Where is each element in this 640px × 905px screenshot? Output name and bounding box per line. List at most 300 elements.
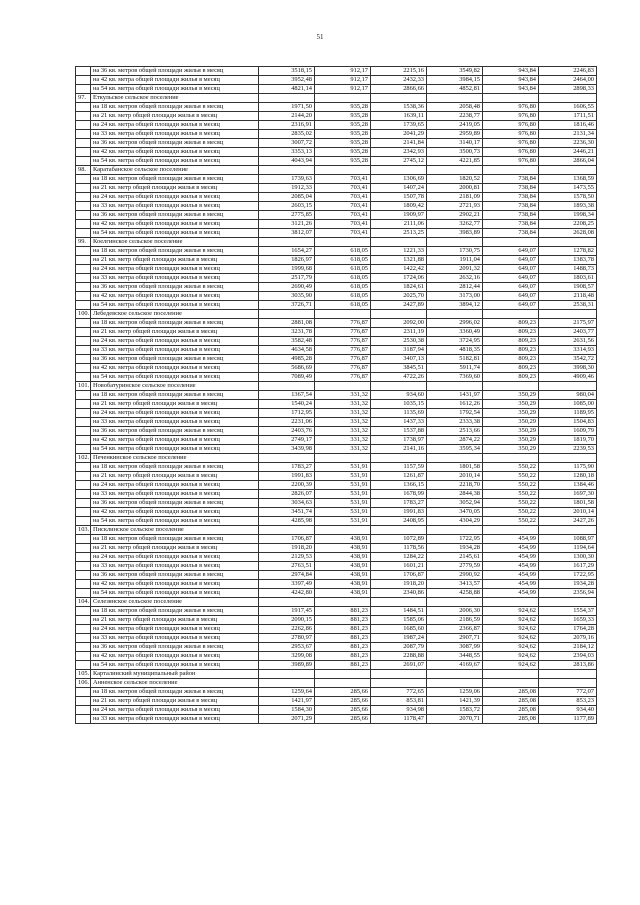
- value-cell: [427, 238, 483, 247]
- value-cell: 1909,97: [371, 211, 427, 220]
- value-cell: 438,91: [315, 535, 371, 544]
- table-row: [76, 148, 597, 157]
- table-row: [76, 661, 597, 670]
- value-cell: 2058,48: [427, 103, 483, 112]
- table-row: [76, 85, 597, 94]
- description-cell: на 21 кв. метр общей площади жилья в месяц: [91, 544, 259, 553]
- value-cell: 1685,60: [371, 625, 427, 634]
- value-cell: 738,84: [483, 202, 539, 211]
- value-cell: 3034,63: [259, 499, 315, 508]
- value-cell: 454,99: [483, 544, 539, 553]
- value-cell: 1422,42: [371, 265, 427, 274]
- value-cell: 531,91: [315, 508, 371, 517]
- value-cell: 934,98: [371, 706, 427, 715]
- description-cell: на 33 кв. метра общей площади жилья в месяц: [91, 715, 259, 724]
- value-cell: [483, 454, 539, 463]
- description-cell: на 42 кв. метра общей площади жилья в месяц: [91, 76, 259, 85]
- table-row: [76, 346, 597, 355]
- value-cell: 1987,24: [371, 634, 427, 643]
- table-row: [76, 634, 597, 643]
- value-cell: 1280,18: [539, 472, 597, 481]
- value-cell: 3448,55: [427, 652, 483, 661]
- value-cell: 776,87: [315, 373, 371, 382]
- value-cell: 924,62: [483, 616, 539, 625]
- value-cell: 1711,51: [539, 112, 597, 121]
- value-cell: [483, 670, 539, 679]
- value-cell: 935,28: [315, 121, 371, 130]
- value-cell: 3451,74: [259, 508, 315, 517]
- value-cell: 2006,30: [427, 607, 483, 616]
- value-cell: 1991,83: [371, 508, 427, 517]
- value-cell: 1934,28: [539, 580, 597, 589]
- description-cell: на 18 кв. метров общей площади жилья в месяц: [91, 607, 259, 616]
- value-cell: 1991,83: [259, 472, 315, 481]
- value-cell: [539, 598, 597, 607]
- table-row: [76, 616, 597, 625]
- row-number-cell: [76, 661, 91, 670]
- value-cell: 1284,22: [371, 553, 427, 562]
- value-cell: 2898,33: [539, 85, 597, 94]
- value-cell: [539, 526, 597, 535]
- value-cell: [427, 598, 483, 607]
- value-cell: 550,22: [483, 472, 539, 481]
- value-cell: 2763,51: [259, 562, 315, 571]
- value-cell: 2408,95: [371, 517, 427, 526]
- value-cell: 1918,20: [259, 544, 315, 553]
- value-cell: 2996,02: [427, 319, 483, 328]
- value-cell: 3998,30: [539, 364, 597, 373]
- value-cell: 2530,38: [371, 337, 427, 346]
- value-cell: 809,23: [483, 346, 539, 355]
- section-header-row: [76, 310, 597, 319]
- description-cell: на 54 кв. метра общей площади жилья в месяц: [91, 445, 259, 454]
- value-cell: 4634,58: [259, 346, 315, 355]
- value-cell: 2812,44: [427, 283, 483, 292]
- value-cell: [483, 238, 539, 247]
- table-row: [76, 211, 597, 220]
- value-cell: 2141,16: [371, 445, 427, 454]
- row-number-cell: [76, 643, 91, 652]
- row-number-cell: [76, 85, 91, 94]
- value-cell: 350,29: [483, 391, 539, 400]
- value-cell: 4818,35: [427, 346, 483, 355]
- value-cell: 1816,46: [539, 121, 597, 130]
- table-row: [76, 175, 597, 184]
- value-cell: 2085,04: [259, 193, 315, 202]
- value-cell: 454,99: [483, 562, 539, 571]
- value-cell: 2070,71: [427, 715, 483, 724]
- value-cell: 853,23: [539, 697, 597, 706]
- value-cell: 350,29: [483, 445, 539, 454]
- value-cell: 980,04: [539, 391, 597, 400]
- value-cell: 3035,90: [259, 292, 315, 301]
- description-cell: на 18 кв. метров общей площади жилья в месяц: [91, 391, 259, 400]
- row-number-cell: 99.: [76, 238, 91, 247]
- value-cell: [483, 382, 539, 391]
- value-cell: 2953,67: [259, 643, 315, 652]
- row-number-cell: [76, 148, 91, 157]
- value-cell: 649,07: [483, 274, 539, 283]
- description-cell: на 18 кв. метров общей площади жилья в месяц: [91, 247, 259, 256]
- row-number-cell: 98.: [76, 166, 91, 175]
- section-header-row: [76, 94, 597, 103]
- row-number-cell: [76, 697, 91, 706]
- row-number-cell: [76, 688, 91, 697]
- value-cell: [483, 166, 539, 175]
- value-cell: 331,32: [315, 436, 371, 445]
- value-cell: [371, 94, 427, 103]
- row-number-cell: 106.: [76, 679, 91, 688]
- table-row: [76, 184, 597, 193]
- row-number-cell: [76, 445, 91, 454]
- value-cell: 1999,68: [259, 265, 315, 274]
- value-cell: 1177,89: [539, 715, 597, 724]
- value-cell: 4169,67: [427, 661, 483, 670]
- value-cell: 1540,24: [259, 400, 315, 409]
- value-cell: 776,87: [315, 364, 371, 373]
- table-row: [76, 391, 597, 400]
- table-row: [76, 355, 597, 364]
- table-row: [76, 130, 597, 139]
- value-cell: [315, 679, 371, 688]
- value-cell: 1421,39: [427, 697, 483, 706]
- value-cell: 3140,17: [427, 139, 483, 148]
- value-cell: [315, 598, 371, 607]
- value-cell: 1189,95: [539, 409, 597, 418]
- description-cell: на 54 кв. метра общей площади жилья в месяц: [91, 589, 259, 598]
- row-number-cell: [76, 355, 91, 364]
- value-cell: 550,22: [483, 463, 539, 472]
- value-cell: [427, 679, 483, 688]
- description-cell: на 42 кв. метра общей площади жилья в месяц: [91, 220, 259, 229]
- value-cell: 2691,07: [371, 661, 427, 670]
- value-cell: 1584,30: [259, 706, 315, 715]
- value-cell: [539, 166, 597, 175]
- row-number-cell: [76, 112, 91, 121]
- value-cell: 350,29: [483, 427, 539, 436]
- value-cell: [483, 94, 539, 103]
- row-number-cell: [76, 130, 91, 139]
- value-cell: 3087,99: [427, 643, 483, 652]
- value-cell: 285,66: [315, 697, 371, 706]
- description-cell: Печенкинское сельское поселение: [91, 454, 259, 463]
- description-cell: на 36 кв. метров общей площади жилья в месяц: [91, 139, 259, 148]
- value-cell: 1484,51: [371, 607, 427, 616]
- value-cell: 2118,48: [539, 292, 597, 301]
- description-cell: на 36 кв. метров общей площади жилья в месяц: [91, 211, 259, 220]
- value-cell: 2403,76: [259, 427, 315, 436]
- table-row: [76, 544, 597, 553]
- value-cell: 881,23: [315, 607, 371, 616]
- row-number-cell: [76, 229, 91, 238]
- value-cell: [483, 526, 539, 535]
- description-cell: Лебедевское сельское поселение: [91, 310, 259, 319]
- description-cell: на 42 кв. метра общей площади жилья в месяц: [91, 508, 259, 517]
- description-cell: на 54 кв. метра общей площади жилья в месяц: [91, 661, 259, 670]
- value-cell: 618,05: [315, 256, 371, 265]
- description-cell: на 18 кв. метров общей площади жилья в месяц: [91, 688, 259, 697]
- value-cell: 881,23: [315, 616, 371, 625]
- value-cell: 2464,00: [539, 76, 597, 85]
- value-cell: 2144,20: [259, 112, 315, 121]
- description-cell: на 18 кв. метров общей площади жилья в месяц: [91, 319, 259, 328]
- value-cell: [371, 454, 427, 463]
- table-row: [76, 418, 597, 427]
- value-cell: 331,32: [315, 427, 371, 436]
- value-cell: 2835,02: [259, 130, 315, 139]
- value-cell: 7369,60: [427, 373, 483, 382]
- row-number-cell: [76, 220, 91, 229]
- row-number-cell: [76, 364, 91, 373]
- value-cell: 4821,14: [259, 85, 315, 94]
- value-cell: 943,84: [483, 85, 539, 94]
- value-cell: [539, 382, 597, 391]
- value-cell: 3173,00: [427, 292, 483, 301]
- table-row: [76, 553, 597, 562]
- table-row: [76, 445, 597, 454]
- description-cell: на 42 кв. метра общей площади жилья в месяц: [91, 292, 259, 301]
- value-cell: 2974,84: [259, 571, 315, 580]
- table-row: [76, 652, 597, 661]
- value-cell: 1971,50: [259, 103, 315, 112]
- description-cell: на 33 кв. метра общей площади жилья в месяц: [91, 346, 259, 355]
- value-cell: 438,91: [315, 589, 371, 598]
- value-cell: 1722,95: [427, 535, 483, 544]
- description-cell: на 18 кв. метров общей площади жилья в месяц: [91, 103, 259, 112]
- row-number-cell: [76, 247, 91, 256]
- value-cell: 881,23: [315, 634, 371, 643]
- value-cell: 924,62: [483, 661, 539, 670]
- row-number-cell: [76, 553, 91, 562]
- value-cell: [259, 526, 315, 535]
- value-cell: 331,32: [315, 400, 371, 409]
- value-cell: 2239,53: [539, 445, 597, 454]
- value-cell: 550,22: [483, 517, 539, 526]
- value-cell: 924,62: [483, 607, 539, 616]
- value-cell: [483, 310, 539, 319]
- row-number-cell: 103.: [76, 526, 91, 535]
- value-cell: 2403,77: [539, 328, 597, 337]
- value-cell: 2745,12: [371, 157, 427, 166]
- table-row: [76, 697, 597, 706]
- value-cell: 1194,64: [539, 544, 597, 553]
- value-cell: 1893,38: [539, 202, 597, 211]
- value-cell: [259, 166, 315, 175]
- value-cell: 2131,34: [539, 130, 597, 139]
- table-row: [76, 508, 597, 517]
- value-cell: 881,23: [315, 652, 371, 661]
- value-cell: [371, 238, 427, 247]
- row-number-cell: [76, 337, 91, 346]
- value-cell: [315, 94, 371, 103]
- description-cell: на 42 кв. метра общей площади жилья в месяц: [91, 436, 259, 445]
- value-cell: 1654,27: [259, 247, 315, 256]
- value-cell: 1601,21: [371, 562, 427, 571]
- value-cell: 4722,26: [371, 373, 427, 382]
- row-number-cell: [76, 193, 91, 202]
- row-number-cell: [76, 67, 91, 76]
- value-cell: [315, 238, 371, 247]
- value-cell: 2517,79: [259, 274, 315, 283]
- value-cell: 1801,58: [539, 499, 597, 508]
- value-cell: 1259,64: [259, 688, 315, 697]
- value-cell: 285,66: [315, 706, 371, 715]
- value-cell: 853,81: [371, 697, 427, 706]
- value-cell: 550,22: [483, 490, 539, 499]
- value-cell: 976,80: [483, 148, 539, 157]
- description-cell: на 54 кв. метра общей площади жилья в месяц: [91, 373, 259, 382]
- value-cell: 3984,15: [427, 76, 483, 85]
- value-cell: [539, 238, 597, 247]
- description-cell: на 24 кв. метра общей площади жилья в месяц: [91, 193, 259, 202]
- value-cell: 4852,81: [427, 85, 483, 94]
- value-cell: 2215,16: [371, 67, 427, 76]
- value-cell: 2631,56: [539, 337, 597, 346]
- value-cell: 2446,21: [539, 148, 597, 157]
- value-cell: 3407,13: [371, 355, 427, 364]
- value-cell: 2538,31: [539, 301, 597, 310]
- value-cell: 2902,21: [427, 211, 483, 220]
- table-row: [76, 607, 597, 616]
- description-cell: Писклинское сельское поселение: [91, 526, 259, 535]
- value-cell: 1918,20: [371, 580, 427, 589]
- value-cell: 703,41: [315, 202, 371, 211]
- row-number-cell: [76, 562, 91, 571]
- description-cell: на 36 кв. метров общей площади жилья в месяц: [91, 355, 259, 364]
- value-cell: 3582,48: [259, 337, 315, 346]
- description-cell: на 36 кв. метров общей площади жилья в месяц: [91, 67, 259, 76]
- description-cell: на 21 кв. метр общей площади жилья в месяц: [91, 112, 259, 121]
- row-number-cell: [76, 175, 91, 184]
- value-cell: 2779,59: [427, 562, 483, 571]
- value-cell: 2091,32: [427, 265, 483, 274]
- section-header-row: [76, 382, 597, 391]
- value-cell: 738,84: [483, 193, 539, 202]
- value-cell: 1488,73: [539, 265, 597, 274]
- value-cell: 2010,14: [427, 472, 483, 481]
- value-cell: 3845,51: [371, 364, 427, 373]
- value-cell: 935,28: [315, 130, 371, 139]
- value-cell: 2186,59: [427, 616, 483, 625]
- value-cell: 2342,93: [371, 148, 427, 157]
- value-cell: 3989,89: [259, 661, 315, 670]
- row-number-cell: [76, 625, 91, 634]
- description-cell: на 42 кв. метра общей площади жилья в месяц: [91, 652, 259, 661]
- value-cell: 924,62: [483, 643, 539, 652]
- value-cell: 976,80: [483, 139, 539, 148]
- value-cell: 881,23: [315, 661, 371, 670]
- value-cell: 2087,79: [371, 643, 427, 652]
- value-cell: 1368,59: [539, 175, 597, 184]
- row-number-cell: [76, 652, 91, 661]
- value-cell: 1809,42: [371, 202, 427, 211]
- table-row: [76, 247, 597, 256]
- value-cell: 1306,69: [371, 175, 427, 184]
- table-row: [76, 337, 597, 346]
- value-cell: 454,99: [483, 553, 539, 562]
- row-number-cell: [76, 490, 91, 499]
- section-header-row: [76, 454, 597, 463]
- value-cell: 738,84: [483, 175, 539, 184]
- value-cell: 331,32: [315, 391, 371, 400]
- value-cell: 924,62: [483, 652, 539, 661]
- table-row: [76, 706, 597, 715]
- value-cell: 2780,97: [259, 634, 315, 643]
- row-number-cell: [76, 409, 91, 418]
- value-cell: 285,08: [483, 697, 539, 706]
- row-number-cell: [76, 319, 91, 328]
- description-cell: на 21 кв. метр общей площади жилья в месяц: [91, 256, 259, 265]
- value-cell: 4258,88: [427, 589, 483, 598]
- value-cell: 4043,94: [259, 157, 315, 166]
- value-cell: 618,05: [315, 265, 371, 274]
- value-cell: 618,05: [315, 301, 371, 310]
- value-cell: 2432,33: [371, 76, 427, 85]
- value-cell: 1826,97: [259, 256, 315, 265]
- value-cell: 2513,25: [371, 229, 427, 238]
- value-cell: 649,07: [483, 292, 539, 301]
- value-cell: [371, 670, 427, 679]
- row-number-cell: [76, 472, 91, 481]
- row-number-cell: [76, 436, 91, 445]
- value-cell: 531,91: [315, 481, 371, 490]
- table-row: [76, 400, 597, 409]
- value-cell: 2690,49: [259, 283, 315, 292]
- table-row: [76, 427, 597, 436]
- value-cell: 1035,15: [371, 400, 427, 409]
- value-cell: [539, 679, 597, 688]
- description-cell: на 33 кв. метра общей площади жилья в месяц: [91, 634, 259, 643]
- value-cell: [371, 166, 427, 175]
- value-cell: [259, 238, 315, 247]
- value-cell: [371, 310, 427, 319]
- value-cell: 2333,38: [427, 418, 483, 427]
- row-number-cell: [76, 256, 91, 265]
- value-cell: 772,07: [539, 688, 597, 697]
- value-cell: [371, 382, 427, 391]
- table-row: [76, 688, 597, 697]
- value-cell: 2071,29: [259, 715, 315, 724]
- value-cell: 285,08: [483, 715, 539, 724]
- value-cell: [539, 94, 597, 103]
- row-number-cell: [76, 157, 91, 166]
- table-row: [76, 535, 597, 544]
- value-cell: 1824,61: [371, 283, 427, 292]
- description-cell: Анненское сельское поселение: [91, 679, 259, 688]
- description-cell: на 21 кв. метр общей площади жилья в месяц: [91, 616, 259, 625]
- value-cell: 976,80: [483, 157, 539, 166]
- value-cell: 2721,93: [427, 202, 483, 211]
- row-number-cell: [76, 121, 91, 130]
- table-row: [76, 220, 597, 229]
- value-cell: 2356,94: [539, 589, 597, 598]
- row-number-cell: [76, 274, 91, 283]
- value-cell: 2041,29: [371, 130, 427, 139]
- value-cell: 1157,59: [371, 463, 427, 472]
- value-cell: 738,84: [483, 184, 539, 193]
- value-cell: 976,80: [483, 103, 539, 112]
- value-cell: 1278,82: [539, 247, 597, 256]
- value-cell: 809,23: [483, 364, 539, 373]
- table-row: [76, 202, 597, 211]
- value-cell: [427, 454, 483, 463]
- value-cell: 776,87: [315, 337, 371, 346]
- value-cell: 2366,87: [427, 625, 483, 634]
- table-row: [76, 292, 597, 301]
- description-cell: на 24 кв. метра общей площади жилья в месяц: [91, 625, 259, 634]
- table-row: [76, 436, 597, 445]
- row-number-cell: [76, 139, 91, 148]
